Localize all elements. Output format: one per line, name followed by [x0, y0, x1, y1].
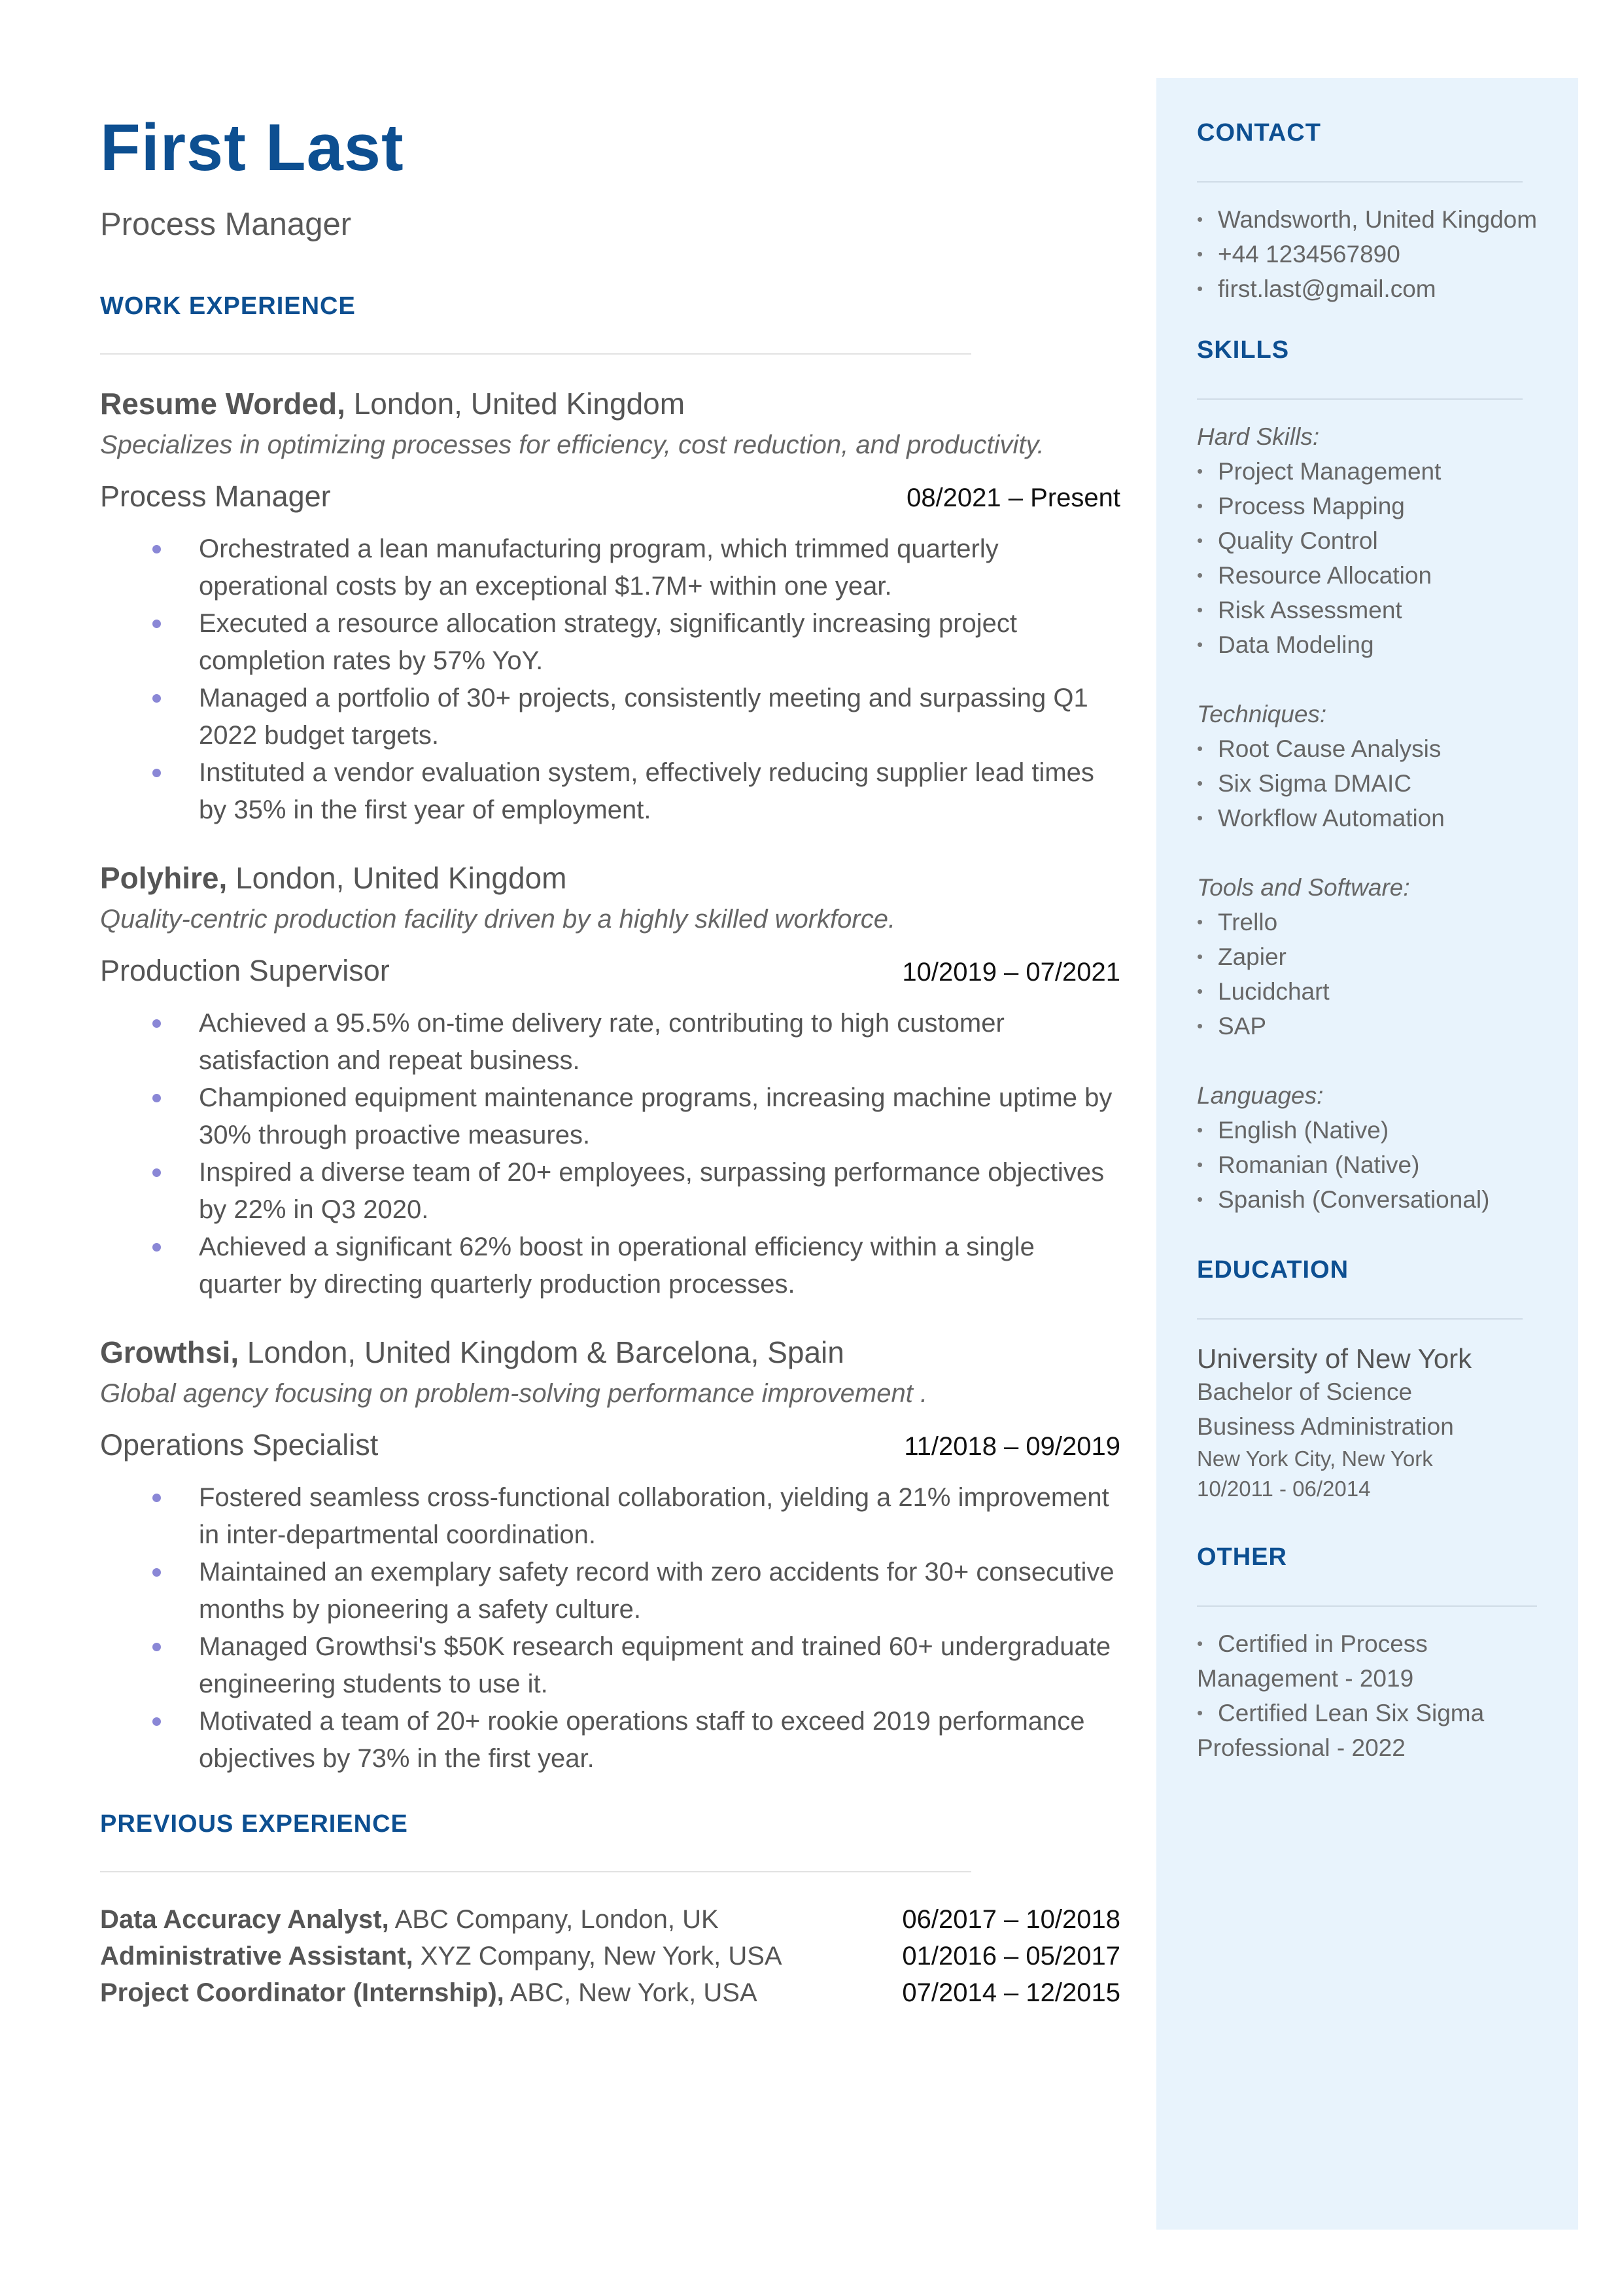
contact-list	[1197, 202, 1563, 306]
section-title-education: EDUCATION	[1197, 1256, 1349, 1284]
achievement-item	[100, 1154, 1120, 1229]
section-title-other: OTHER	[1197, 1543, 1287, 1571]
achievement-list	[100, 1005, 1120, 1303]
skill-item: • Process Mapping	[1197, 489, 1563, 523]
job-entry	[100, 860, 1120, 1303]
divider	[100, 353, 971, 355]
skill-group	[1197, 1078, 1563, 1217]
skill-item: • SAP	[1197, 1009, 1563, 1043]
company-line	[100, 1335, 1120, 1370]
skill-group	[1197, 870, 1563, 1043]
skill-list	[1197, 905, 1563, 1043]
contact-section	[1197, 119, 1563, 306]
bullet-icon	[152, 1568, 161, 1577]
section-title-previous-experience: PREVIOUS EXPERIENCE	[100, 1810, 408, 1838]
bullet-icon: •	[1197, 1703, 1203, 1723]
achievement-item	[100, 1628, 1120, 1703]
role-dates: 11/2018 – 09/2019	[904, 1432, 1120, 1461]
divider	[1197, 1605, 1537, 1607]
previous-role: Project Coordinator (Internship),	[100, 1978, 504, 2007]
skill-item: • Quality Control	[1197, 523, 1563, 558]
field-of-study: Business Administration	[1197, 1413, 1454, 1440]
skill-item: • Lucidchart	[1197, 974, 1563, 1009]
skill-item: • Romanian (Native)	[1197, 1148, 1563, 1182]
job-entry	[100, 1335, 1120, 1778]
contact-email[interactable]: • first.last@gmail.com	[1197, 272, 1563, 306]
company-name: Resume Worded,	[100, 387, 345, 421]
achievement-item	[100, 1703, 1120, 1778]
company-name: Polyhire,	[100, 861, 228, 895]
divider	[1197, 398, 1523, 400]
company-line	[100, 860, 1120, 896]
bullet-icon	[152, 620, 161, 628]
achievement-list	[100, 531, 1120, 829]
previous-experience-row	[100, 1901, 1120, 1938]
divider	[1197, 181, 1523, 183]
achievement-text: Orchestrated a lean manufacturing program, which trimmed quarterly operational costs by an exceptional $1.7M+ within one year.	[199, 534, 999, 601]
previous-org: ABC Company, London, UK	[394, 1905, 719, 1934]
bullet-icon	[152, 1494, 161, 1502]
achievement-text: Motivated a team of 20+ rookie operations staff to exceed 2019 performance objectives by 73% in the first year.	[199, 1707, 1085, 1773]
role-row	[100, 954, 1120, 988]
company-location: London, United Kingdom & Barcelona, Spain	[247, 1335, 844, 1369]
achievement-text: Achieved a 95.5% on-time delivery rate, contributing to high customer satisfaction and repeat business.	[199, 1009, 1005, 1075]
sidebar-content	[1197, 119, 1563, 1765]
skill-group	[1197, 697, 1563, 835]
bullet-icon	[152, 1094, 161, 1102]
skill-item: • Spanish (Conversational)	[1197, 1182, 1563, 1217]
company-line	[100, 386, 1120, 421]
certification-item	[1197, 1626, 1563, 1696]
achievement-text: Maintained an exemplary safety record with zero accidents for 30+ consecutive months by pioneering a safety culture.	[199, 1558, 1114, 1624]
skill-item: • Six Sigma DMAIC	[1197, 766, 1563, 801]
previous-dates: 01/2016 – 05/2017	[902, 1942, 1120, 1971]
bullet-icon	[152, 1717, 161, 1726]
section-title-skills: SKILLS	[1197, 336, 1290, 364]
work-experience-section	[100, 292, 1120, 1778]
education-section	[1197, 1256, 1563, 1504]
role-title: Process Manager	[100, 480, 331, 513]
achievement-item	[100, 680, 1120, 754]
achievement-item	[100, 1229, 1120, 1303]
skill-group	[1197, 419, 1563, 662]
section-title-contact: CONTACT	[1197, 119, 1321, 147]
previous-experience-row	[100, 1938, 1120, 1974]
bullet-icon	[152, 694, 161, 703]
school-location: New York City, New York	[1197, 1446, 1433, 1471]
skill-list	[1197, 454, 1563, 662]
previous-org: XYZ Company, New York, USA	[420, 1942, 782, 1971]
skill-item: • Project Management	[1197, 454, 1563, 489]
bullet-icon	[152, 1019, 161, 1028]
job-entry	[100, 386, 1120, 829]
company-location: London, United Kingdom	[235, 861, 567, 895]
bullet-icon	[152, 1243, 161, 1252]
skill-list	[1197, 1113, 1563, 1217]
achievement-text: Fostered seamless cross-functional collaboration, yielding a 21% improvement in inter-departmental coordination.	[199, 1483, 1109, 1549]
previous-role: Administrative Assistant,	[100, 1942, 413, 1971]
previous-dates: 06/2017 – 10/2018	[902, 1905, 1120, 1934]
contact-phone: • +44 1234567890	[1197, 237, 1563, 272]
education-dates: 10/2011 - 06/2014	[1197, 1477, 1371, 1501]
skill-item: • Data Modeling	[1197, 627, 1563, 662]
job-title: Process Manager	[100, 207, 352, 242]
company-location: London, United Kingdom	[353, 387, 685, 421]
company-description: Specializes in optimizing processes for efficiency, cost reduction, and productivity.	[100, 430, 1045, 459]
previous-role: Data Accuracy Analyst,	[100, 1905, 389, 1934]
achievement-item	[100, 1479, 1120, 1554]
education-entry	[1197, 1343, 1563, 1504]
divider	[1197, 1318, 1523, 1320]
certification-text: Certified Lean Six Sigma Professional - 2022	[1197, 1700, 1485, 1761]
achievement-text: Managed Growthsi's $50K research equipment and trained 60+ undergraduate engineering students to use it.	[199, 1632, 1111, 1698]
divider	[100, 1871, 971, 1872]
previous-org: ABC, New York, USA	[510, 1978, 757, 2007]
role-dates: 08/2021 – Present	[907, 483, 1120, 512]
bullet-icon	[152, 545, 161, 553]
achievement-item	[100, 1554, 1120, 1628]
achievement-text: Managed a portfolio of 30+ projects, consistently meeting and surpassing Q1 2022 budget targets.	[199, 684, 1088, 750]
other-section	[1197, 1543, 1563, 1765]
bullet-icon	[152, 1168, 161, 1177]
achievement-list	[100, 1479, 1120, 1778]
achievement-item	[100, 531, 1120, 605]
skill-item: • Root Cause Analysis	[1197, 731, 1563, 766]
achievement-text: Executed a resource allocation strategy, significantly increasing project completion rates by 57% YoY.	[199, 609, 1018, 675]
achievement-item	[100, 754, 1120, 829]
bullet-icon: •	[1197, 1634, 1203, 1653]
achievement-item	[100, 1005, 1120, 1079]
section-title-work-experience: WORK EXPERIENCE	[100, 292, 356, 320]
candidate-name: First Last	[100, 111, 404, 184]
company-description: Global agency focusing on problem-solving performance improvement .	[100, 1379, 928, 1408]
bullet-icon	[152, 1643, 161, 1651]
skill-item: • Resource Allocation	[1197, 558, 1563, 593]
skill-item: • English (Native)	[1197, 1113, 1563, 1148]
company-description: Quality-centric production facility driven by a highly skilled workforce.	[100, 905, 896, 934]
company-name: Growthsi,	[100, 1335, 239, 1369]
role-title: Production Supervisor	[100, 954, 390, 987]
previous-dates: 07/2014 – 12/2015	[902, 1978, 1120, 2007]
bullet-icon	[152, 769, 161, 777]
skills-section	[1197, 336, 1563, 1217]
certification-item	[1197, 1696, 1563, 1765]
sidebar	[1156, 78, 1578, 2230]
skill-group-label: Tools and Software:	[1197, 874, 1410, 901]
contact-location: • Wandsworth, United Kingdom	[1197, 202, 1563, 237]
skill-list	[1197, 731, 1563, 835]
main-column	[100, 111, 1120, 2011]
certification-text: Certified in Process Management - 2019	[1197, 1630, 1428, 1692]
role-row	[100, 480, 1120, 514]
previous-experience-section	[100, 1810, 1120, 2011]
other-list	[1197, 1626, 1563, 1765]
achievement-text: Championed equipment maintenance programs, increasing machine uptime by 30% through proactive measures.	[199, 1083, 1113, 1149]
skill-item: • Workflow Automation	[1197, 801, 1563, 835]
skill-item: • Risk Assessment	[1197, 593, 1563, 627]
skill-group-label: Languages:	[1197, 1082, 1324, 1109]
role-title: Operations Specialist	[100, 1428, 379, 1462]
achievement-text: Achieved a significant 62% boost in operational efficiency within a single quarter by directing quarterly production processes.	[199, 1233, 1035, 1299]
previous-experience-list	[100, 1901, 1120, 2011]
achievement-text: Instituted a vendor evaluation system, effectively reducing supplier lead times by 35% in the first year of employment.	[199, 758, 1094, 824]
achievement-item	[100, 1079, 1120, 1154]
skill-item: • Trello	[1197, 905, 1563, 939]
role-row	[100, 1428, 1120, 1462]
achievement-item	[100, 605, 1120, 680]
skill-group-label: Techniques:	[1197, 701, 1327, 727]
skill-group-label: Hard Skills:	[1197, 423, 1320, 450]
previous-experience-row	[100, 1974, 1120, 2011]
school-name: University of New York	[1197, 1343, 1472, 1374]
degree: Bachelor of Science	[1197, 1378, 1413, 1405]
role-dates: 10/2019 – 07/2021	[902, 958, 1120, 987]
achievement-text: Inspired a diverse team of 20+ employees, surpassing performance objectives by 22% in Q3 2020.	[199, 1158, 1105, 1224]
skill-item: • Zapier	[1197, 939, 1563, 974]
